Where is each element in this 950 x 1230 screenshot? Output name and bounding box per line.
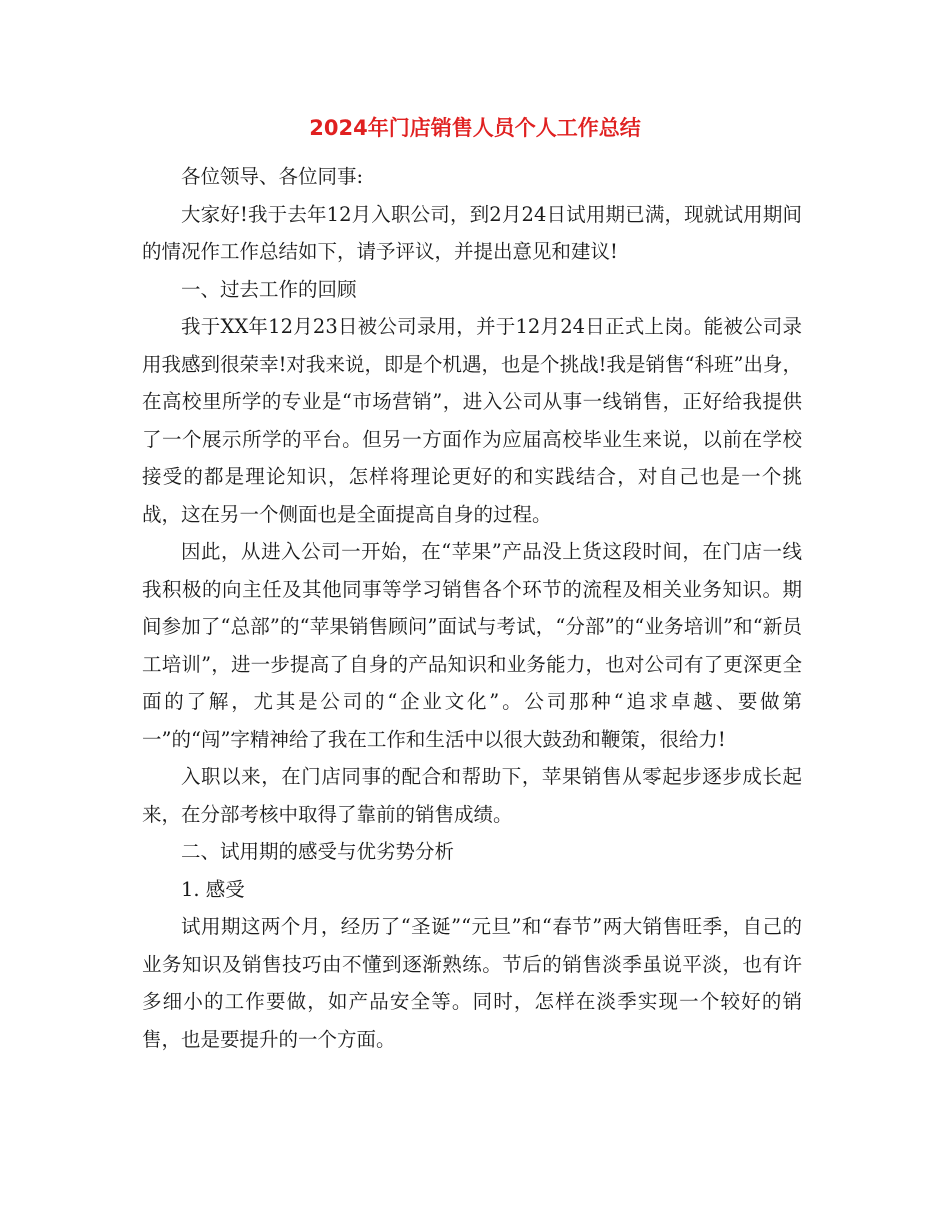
paragraph-greeting: 大家好!我于去年12月入职公司，到2月24日试用期已满，现就试用期间的情况作工作总结如下，请予评议，并提出意见和建议! [142, 202, 802, 263]
paragraph-learning: 因此，从进入公司一开始，在“苹果”产品没上货这段时间，在门店一线我积极的向主任及其他同事等学习销售各个环节的流程及相关业务知识。期间参加了“总部”的“苹果销售顾问”面试与考试，“分部”的“业务培训”和“新员工培训”，进一步提高了自身的产品知识和业务能力，也对公司有了更深更全面的了解，尤其是公司的“企业文化”。公司那种“追求卓越、要做第一”的“闯”字精神给了我在工作和生活中以很大鼓劲和鞭策，很给力! [142, 540, 802, 751]
document-body [142, 158, 802, 1058]
section-heading-analysis: 二、试用期的感受与优劣势分析 [181, 840, 455, 863]
paragraph-feelings: 试用期这两个月，经历了“圣诞”“元旦”和“春节”两大销售旺季，自己的业务知识及销售技巧由不懂到逐渐熟练。节后的销售淡季虽说平淡，也有许多细小的工作要做，如产品安全等。同时，怎样在淡季实现一个较好的销售，也是要提升的一个方面。 [142, 915, 802, 1051]
salutation: 各位领导、各位同事: [181, 165, 364, 188]
paragraph-hiring: 我于XX年12月23日被公司录用，并于12月24日正式上岗。能被公司录用我感到很荣幸!对我来说，即是个机遇，也是个挑战!我是销售“科班”出身，在高校里所学的专业是“市场营销”，进入公司从事一线销售，正好给我提供了一个展示所学的平台。但另一方面作为应届高校毕业生来说，以前在学校接受的都是理论知识，怎样将理论更好的和实践结合，对自己也是一个挑战，这在另一个侧面也是全面提高自身的过程。 [142, 315, 802, 526]
document-title: 2024年门店销售人员个人工作总结 [309, 116, 641, 140]
section-heading-review: 一、过去工作的回顾 [181, 277, 357, 301]
paragraph-growth: 入职以来，在门店同事的配合和帮助下，苹果销售从零起步逐步成长起来，在分部考核中取得了靠前的销售成绩。 [142, 765, 802, 826]
subheading-feelings: 1. 感受 [181, 877, 245, 901]
